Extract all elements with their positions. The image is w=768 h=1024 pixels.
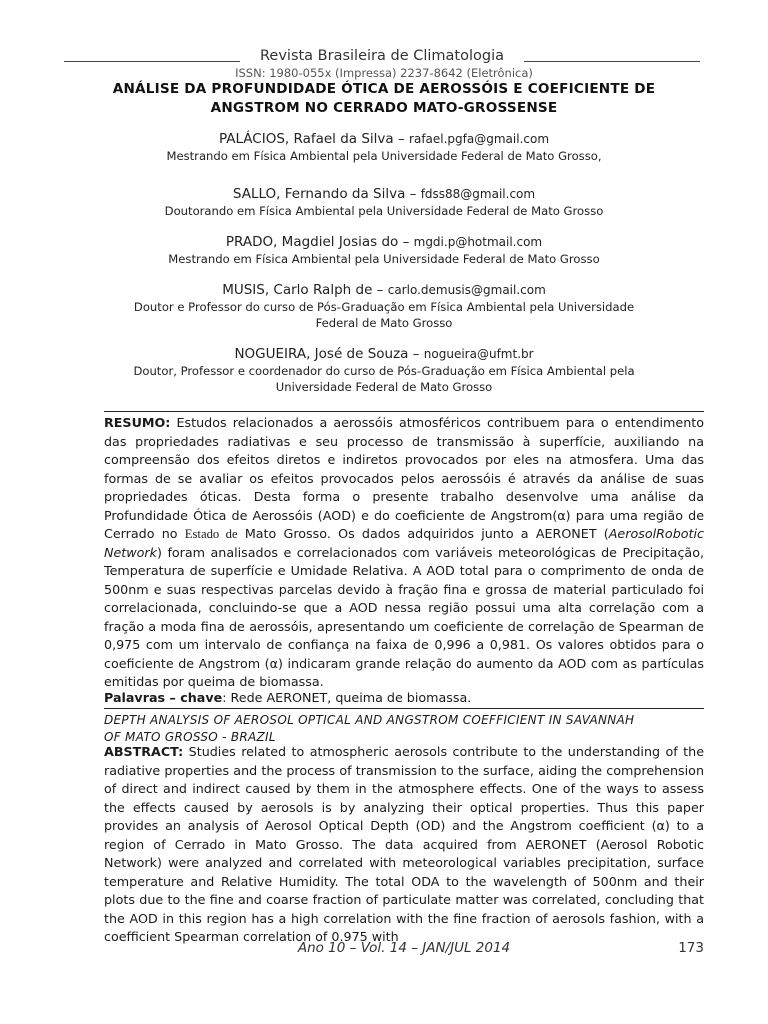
- author-affiliation: Doutor e Professor do curso de Pós-Graduação em Física Ambiental pela Universidade: [133, 300, 635, 314]
- author-email[interactable]: fdss88@gmail.com: [420, 187, 536, 201]
- resumo-section: [104, 414, 704, 692]
- author-name: NOGUEIRA, José de Souza –: [234, 346, 420, 362]
- paper-title-line-2: ANGSTROM NO CERRADO MATO-GROSSENSE: [210, 100, 558, 116]
- keywords-label: Palavras – chave: [104, 690, 223, 705]
- resumo-paragraph: RESUMO: Estudos relacionados a aerossóis atmosféricos contribuem para o entendimento das propriedades radiativas e seu processo de transmissão à superfície, auxiliando na compreensão dos efeitos diretos e indiretos provocados por eles na atmosfera. Uma das formas de se avaliar os efeitos provocados pelos aerossóis é através da análise de suas propriedades óticas. Desta forma o presente trabalho desenvolve uma análise da Profundidade Ótica de Aerossóis (AOD) e do coeficiente de Angstrom(α) para uma região de Cerrado no Estado de Mato Grosso. Os dados adquiridos junto a AERONET (AerosolRobotic Network) foram analisados e correlacionados com variáveis meteorológicas de Precipitação, Temperatura de superfície e Umidade Relativa. A AOD total para o comprimento de onda de 500nm e suas respectivas parcelas devido à fração fina e grossa de material particulado foi correlacionada, concluindo-se que a AOD nessa região possui uma alta correlação com a fração a moda fina de aerossóis, apresentando um coeficiente de correlação de Spearman de 0,975 com um intervalo de confiança na faixa de 0,996 a 0,981. Os valores obtidos para o coeficiente de Angstrom (α) indicaram grande relação do aumento da AOD com as partículas emitidas por queima de biomassa.: [104, 415, 704, 689]
- header-rule-right: [524, 61, 700, 62]
- keywords-section: [104, 689, 704, 708]
- section-rule-middle: [104, 708, 704, 709]
- header-rule-left: [64, 61, 240, 62]
- abstract-section: [104, 743, 704, 947]
- abstract-label: ABSTRACT:: [104, 744, 184, 759]
- paper-title: [64, 80, 704, 118]
- resumo-label: RESUMO:: [104, 415, 171, 430]
- journal-header: [64, 48, 700, 64]
- issn: ISSN: 1980-055x (Impressa) 2237-8642 (Eletrônica): [235, 66, 533, 80]
- author-email[interactable]: rafael.pgfa@gmail.com: [409, 132, 550, 146]
- alpha-symbol: α: [656, 818, 665, 833]
- author-1: [64, 131, 704, 164]
- author-affiliation: Federal de Mato Grosso: [315, 316, 453, 330]
- author-affiliation: Doutor, Professor e coordenador do curso de Pós-Graduação em Física Ambiental pela: [133, 364, 635, 378]
- journal-name: Revista Brasileira de Climatologia: [259, 48, 504, 64]
- author-email[interactable]: carlo.demusis@gmail.com: [387, 283, 546, 297]
- alpha-symbol: α: [269, 655, 278, 671]
- abstract-paragraph: ABSTRACT: Studies related to atmospheric aerosols contribute to the understanding of the radiative properties and the process of transmission to the surface, aiding the comprehension of direct and indirect caused by them in the atmosphere effects. One of the ways to assess the effects caused by aerosols is by analyzing their optical properties. Thus this paper provides an analysis of Aerosol Optical Depth (OD) and the Angstrom coefficient (α) to a region of Cerrado in Mato Grosso. The data acquired from AERONET (Aerosol Robotic Network) were analyzed and correlated with meteorological variables precipitation, surface temperature and Relative Humidity. The total ODA to the wavelength of 500nm and their plots due to the fine and coarse fraction of particulate matter was correlated, concluding that the AOD in this region has a high correlation with the fine fraction of aerosols fashion, with a coefficient Spearman correlation of 0.975 with: [104, 744, 705, 944]
- author-3: [64, 234, 704, 267]
- issue-info: Ano 10 – Vol. 14 – JAN/JUL 2014: [297, 940, 511, 956]
- author-4: [64, 282, 704, 331]
- page-number: 173: [678, 940, 704, 956]
- english-title-line-1: DEPTH ANALYSIS OF AEROSOL OPTICAL AND ANGSTROM COEFFICIENT IN SAVANNAH: [104, 713, 635, 727]
- author-name: MUSIS, Carlo Ralph de –: [222, 282, 384, 298]
- author-affiliation: Universidade Federal de Mato Grosso: [275, 380, 493, 394]
- keywords-line: [104, 689, 704, 708]
- keywords-value: : Rede AERONET, queima de biomassa.: [222, 690, 472, 705]
- author-name: PRADO, Magdiel Josias do –: [225, 234, 410, 250]
- author-name: PALÁCIOS, Rafael da Silva –: [218, 131, 405, 147]
- author-email[interactable]: nogueira@ufmt.br: [423, 347, 534, 361]
- english-title: [104, 712, 704, 746]
- alpha-symbol: α: [557, 507, 566, 523]
- author-affiliation: Mestrando em Física Ambiental pela Universidade Federal de Mato Grosso,: [166, 149, 602, 163]
- author-2: [64, 186, 704, 219]
- author-name: SALLO, Fernando da Silva –: [232, 186, 417, 202]
- author-5: [64, 346, 704, 395]
- author-affiliation: Mestrando em Física Ambiental pela Universidade Federal de Mato Grosso: [168, 252, 600, 266]
- section-rule-top: [104, 411, 704, 412]
- english-title-line-2: OF MATO GROSSO - BRAZIL: [104, 730, 276, 744]
- author-email[interactable]: mgdi.p@hotmail.com: [413, 235, 543, 249]
- paper-title-line-1: ANÁLISE DA PROFUNDIDADE ÓTICA DE AEROSSÓIS E COEFICIENTE DE: [112, 81, 656, 97]
- author-affiliation: Doutorando em Física Ambiental pela Universidade Federal de Mato Grosso: [164, 204, 604, 218]
